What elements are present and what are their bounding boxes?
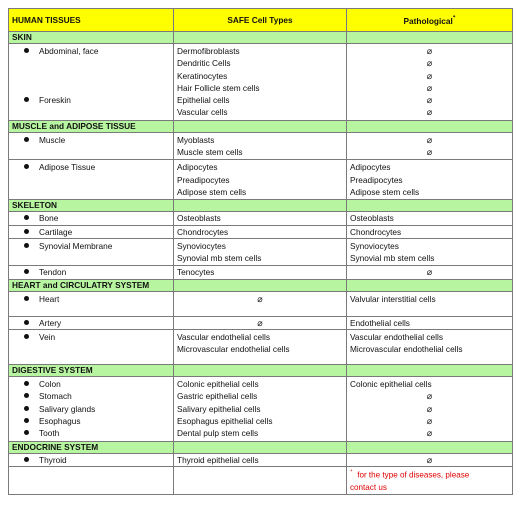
tissue-table <box>8 8 513 495</box>
tissue-bone: Bone <box>39 213 59 224</box>
bullet-icon <box>24 269 29 274</box>
list-item: Colonic epithelial cells <box>350 379 432 390</box>
tissue-tooth: Tooth <box>39 428 60 439</box>
section-row-skin <box>9 32 513 44</box>
safe-tendon: Tenocytes <box>174 266 347 279</box>
list-item: Adipose stem cells <box>177 186 247 197</box>
list-item: Dental pulp stem cells <box>177 428 259 439</box>
bullet-icon <box>24 457 29 462</box>
section-row-digestive <box>9 365 513 377</box>
bullet-icon <box>24 334 29 339</box>
bullet-icon <box>24 229 29 234</box>
tissue-table-container <box>8 8 512 495</box>
empty-set-icon: ⌀ <box>426 46 433 56</box>
list-item: Epithelial cells <box>177 95 230 106</box>
section-title-heart: HEART and CIRCULATRY SYSTEM <box>9 279 174 291</box>
section-title-skeleton: SKELETON <box>9 200 174 212</box>
list-item: Dendritic Cells <box>177 58 231 69</box>
list-item: Vascular endothelial cells <box>350 332 444 343</box>
empty-set-icon: ⌀ <box>426 428 433 439</box>
list-item: Hair Follicle stem cells <box>177 82 260 93</box>
bullet-icon <box>24 320 29 325</box>
tissue-foreskin: Foreskin <box>39 95 71 105</box>
path-cartilage: Chondrocytes <box>347 225 513 238</box>
empty-set-icon: ⌀ <box>426 82 433 93</box>
bullet-icon <box>24 381 29 386</box>
tissue-abdominal-face: Abdominal, face <box>39 46 99 56</box>
empty-set-icon: ⌀ <box>426 454 433 465</box>
list-item: Synoviocytes <box>177 240 226 251</box>
list-item: Esophagus epithelial cells <box>177 415 273 426</box>
safe-bone: Osteoblasts <box>174 212 347 225</box>
bullet-icon <box>24 430 29 435</box>
list-item: Synovial mb stem cells <box>350 253 435 264</box>
list-item: Muscle stem cells <box>177 147 243 158</box>
footnote <box>347 466 513 494</box>
table-row-heart <box>9 291 513 316</box>
pathological-footnote-mark: ᐩ <box>452 14 456 22</box>
list-item: Keratinocytes <box>177 70 228 81</box>
path-cell-skin <box>347 44 513 121</box>
table-row-digestive <box>9 377 513 441</box>
empty-set-icon: ⌀ <box>426 107 433 118</box>
tissue-cell-skin <box>9 44 174 121</box>
safe-cell-skin <box>174 44 347 121</box>
section-title-endocrine: ENDOCRINE SYSTEM <box>9 441 174 453</box>
list-item: Colonic epithelial cells <box>177 379 259 390</box>
empty-set-icon: ⌀ <box>426 403 433 414</box>
tissue-muscle: Muscle <box>39 134 66 145</box>
header-human-tissues: HUMAN TISSUES <box>9 9 174 32</box>
empty-set-icon: ⌀ <box>426 267 433 278</box>
table-row-synovial <box>9 238 513 266</box>
list-item: Adipose stem cells <box>350 186 420 197</box>
list-item: Adipocytes <box>350 162 391 173</box>
section-row-endocrine <box>9 441 513 453</box>
list-item: Gastric epithelial cells <box>177 391 258 402</box>
table-row-muscle <box>9 132 513 160</box>
section-title-skin: SKIN <box>9 32 174 44</box>
tissue-synovial: Synovial Membrane <box>39 240 113 251</box>
list-item: Salivary epithelial cells <box>177 403 261 414</box>
list-item: Dermofibroblasts <box>177 46 240 56</box>
empty-set-icon: ⌀ <box>426 70 433 81</box>
path-artery: Endothelial cells <box>347 316 513 329</box>
section-row-skeleton <box>9 200 513 212</box>
path-bone: Osteoblasts <box>347 212 513 225</box>
section-title-digestive: DIGESTIVE SYSTEM <box>9 365 174 377</box>
footnote-mark: ᐩ <box>350 468 353 476</box>
table-row-adipose <box>9 160 513 200</box>
bullet-icon <box>24 97 29 102</box>
tissue-esophagus: Esophagus <box>39 415 81 426</box>
tissue-colon: Colon <box>39 379 61 390</box>
tissue-adipose: Adipose Tissue <box>39 162 96 173</box>
table-row-vein <box>9 330 513 365</box>
tissue-salivary-glands: Salivary glands <box>39 403 96 414</box>
bullet-icon <box>24 406 29 411</box>
tissue-tendon: Tendon <box>39 267 67 278</box>
tissue-thyroid: Thyroid <box>39 454 67 465</box>
tissue-stomach: Stomach <box>39 391 72 402</box>
section-title-muscle-adipose: MUSCLE and ADIPOSE TISSUE <box>9 120 174 132</box>
path-heart: Valvular interstitial cells <box>347 291 513 316</box>
safe-thyroid: Thyroid epithelial cells <box>174 453 347 466</box>
section-row-heart <box>9 279 513 291</box>
table-row-thyroid <box>9 453 513 466</box>
tissue-cartilage: Cartilage <box>39 226 73 237</box>
list-item: Synoviocytes <box>350 240 399 251</box>
list-item: Synovial mb stem cells <box>177 253 262 264</box>
empty-set-icon: ⌀ <box>426 415 433 426</box>
list-item: Microvascular endothelial cells <box>350 344 463 355</box>
list-item: Vascular endothelial cells <box>177 332 271 343</box>
bullet-icon <box>24 296 29 301</box>
table-row-artery <box>9 316 513 329</box>
table-row-footnote <box>9 466 513 494</box>
list-item: Adipocytes <box>177 162 218 173</box>
section-row-muscle-adipose <box>9 120 513 132</box>
footnote-line1: for the type of diseases, please <box>357 470 470 480</box>
table-row-skin <box>9 44 513 121</box>
empty-set-icon: ⌀ <box>426 134 433 145</box>
table-row-cartilage <box>9 225 513 238</box>
bullet-icon <box>24 164 29 169</box>
tissue-heart: Heart <box>39 293 60 304</box>
table-row-tendon <box>9 266 513 279</box>
header-safe-cell-types: SAFE Cell Types <box>174 9 347 32</box>
table-row-bone <box>9 212 513 225</box>
header-pathological <box>347 9 513 32</box>
list-item: Preadipocytes <box>177 174 230 185</box>
table-header-row <box>9 9 513 32</box>
header-pathological-label: Pathological <box>403 15 453 26</box>
bullet-icon <box>24 215 29 220</box>
list-item: Vascular cells <box>177 107 228 118</box>
list-item: Preadipocytes <box>350 174 403 185</box>
empty-set-icon: ⌀ <box>426 95 433 106</box>
list-item: Myoblasts <box>177 134 215 145</box>
list-item: Microvascular endothelial cells <box>177 344 290 355</box>
empty-set-icon: ⌀ <box>426 147 433 158</box>
empty-set-icon: ⌀ <box>426 391 433 402</box>
safe-cartilage: Chondrocytes <box>174 225 347 238</box>
empty-set-icon: ⌀ <box>257 293 263 304</box>
empty-set-icon: ⌀ <box>426 58 433 69</box>
bullet-icon <box>24 243 29 248</box>
bullet-icon <box>24 393 29 398</box>
bullet-icon <box>24 137 29 142</box>
bullet-icon <box>24 48 29 53</box>
bullet-icon <box>24 418 29 423</box>
tissue-artery: Artery <box>39 317 62 328</box>
footnote-line2[interactable]: contact us <box>350 482 387 492</box>
empty-set-icon: ⌀ <box>257 317 263 328</box>
tissue-vein: Vein <box>39 332 56 343</box>
